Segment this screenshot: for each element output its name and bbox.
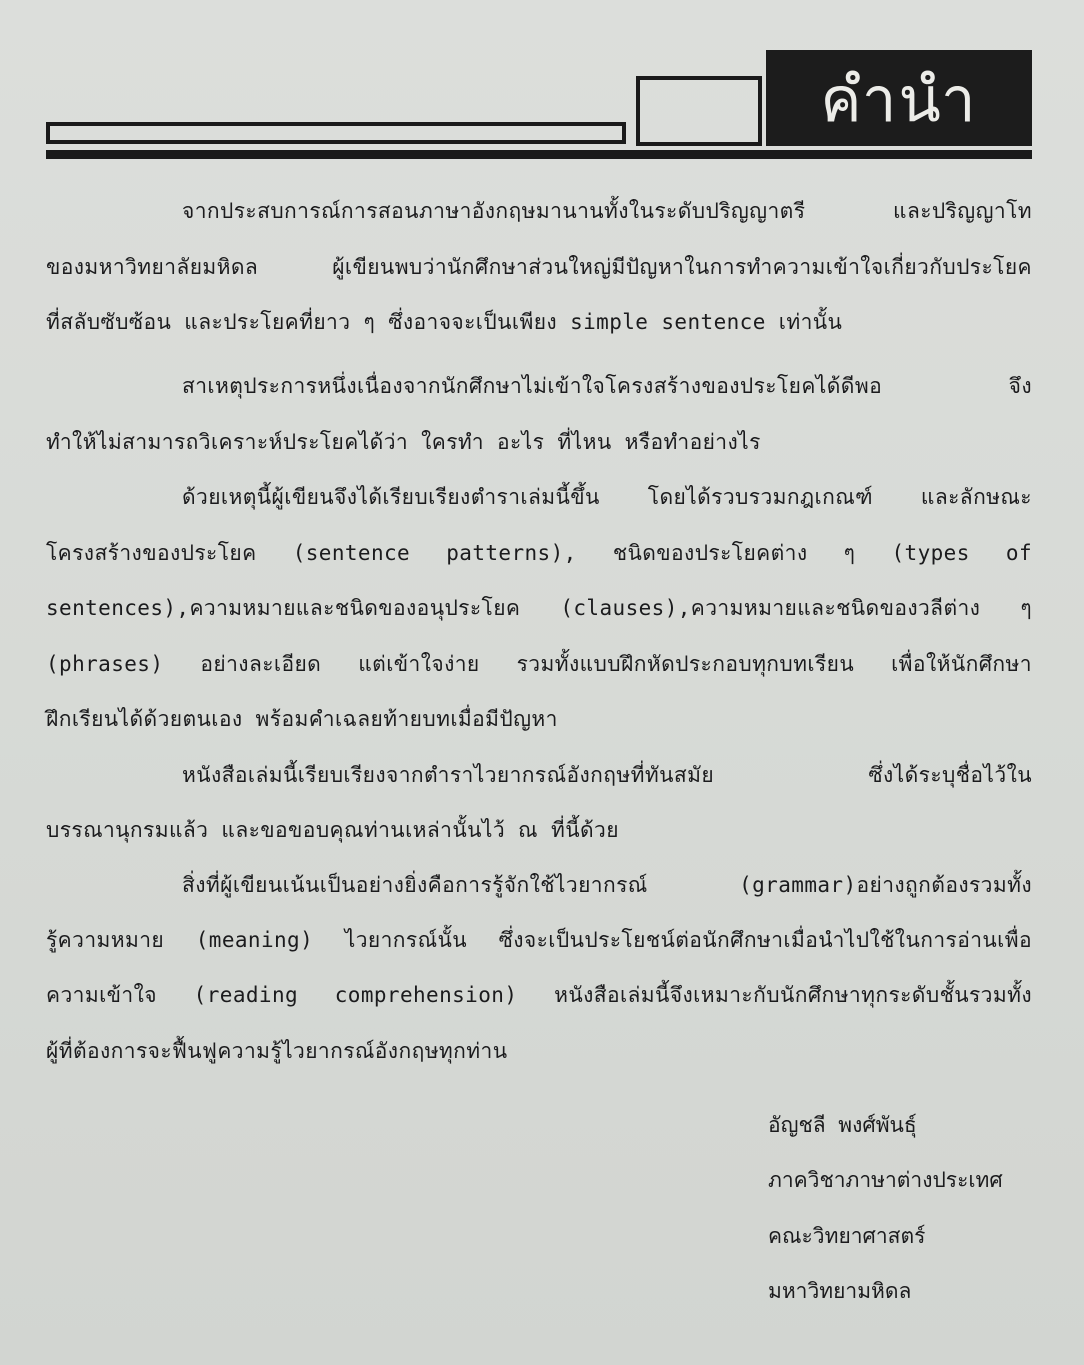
paragraph-1-line-2: ของมหาวิทยาลัยมหิดล ผู้เขียนพบว่านักศึกษาส่วนใหญ่มีปัญหาในการทำความเข้าใจเกี่ยวกับประโยค [46, 255, 1032, 279]
paragraph-3-line-2: โครงสร้างของประโยค (sentence patterns), ชนิดของประโยคต่าง ๆ (types of [46, 541, 1032, 565]
paragraph-5-line-3: ความเข้าใจ (reading comprehension) หนังสือเล่มนี้จึงเหมาะกับนักศึกษาทุกระดับชั้นรวมทั้ง [46, 983, 1032, 1007]
paragraph-1-line-1: จากประสบการณ์การสอนภาษาอังกฤษมานานทั้งในระดับปริญญาตรี และปริญญาโท [182, 199, 1032, 223]
paragraph-3-line-1: ด้วยเหตุนี้ผู้เขียนจึงได้เรียบเรียงตำราเล่มนี้ขึ้น โดยได้รวบรวมกฎเกณฑ์ และลักษณะ [182, 485, 1032, 509]
paragraph-2-line-2: ทำให้ไม่สามารถวิเคราะห์ประโยคได้ว่า ใครทำ อะไร ที่ไหน หรือทำอย่างไร [46, 430, 761, 454]
header-frame-long [46, 122, 626, 144]
paragraph-1-line-3: ที่สลับซับซ้อน และประโยคที่ยาว ๆ ซึ่งอาจจะเป็นเพียง simple sentence เท่านั้น [46, 310, 843, 334]
header-frame-small [636, 76, 762, 146]
paragraph-4-line-1: หนังสือเล่มนี้เรียบเรียงจากตำราไวยากรณ์อังกฤษที่ทันสมัย ซึ่งได้ระบุชื่อไว้ใน [182, 763, 1032, 787]
paragraph-2-line-1: สาเหตุประการหนึ่งเนื่องจากนักศึกษาไม่เข้าใจโครงสร้างของประโยคได้ดีพอ จึง [182, 374, 1032, 398]
page-title: คำนำ [820, 63, 978, 136]
paragraph-3-line-4: (phrases) อย่างละเอียด แต่เข้าใจง่าย รวมทั้งแบบฝึกหัดประกอบทุกบทเรียน เพื่อให้นักศึกษา [46, 652, 1032, 676]
author-faculty: คณะวิทยาศาสตร์ [768, 1224, 926, 1248]
author-university: มหาวิทยามหิดล [768, 1279, 912, 1303]
author-name: อัญชลี พงศ์พันธุ์ [768, 1113, 917, 1137]
header-rule [46, 150, 1032, 159]
author-department: ภาควิชาภาษาต่างประเทศ [768, 1168, 1003, 1192]
paragraph-5-line-1: สิ่งที่ผู้เขียนเน้นเป็นอย่างยิ่งคือการรู้จักใช้ไวยากรณ์ (grammar)อย่างถูกต้องรวมทั้ง [182, 873, 1032, 897]
paragraph-3-line-5: ฝึกเรียนได้ด้วยตนเอง พร้อมคำเฉลยท้ายบทเมื่อมีปัญหา [46, 707, 558, 731]
paragraph-3-line-3: sentences),ความหมายและชนิดของอนุประโยค (clauses),ความหมายและชนิดของวลีต่าง ๆ [46, 596, 1032, 620]
header-title-block [766, 50, 1032, 146]
paragraph-5-line-4: ผู้ที่ต้องการจะฟื้นฟูความรู้ไวยากรณ์อังกฤษทุกท่าน [46, 1039, 508, 1063]
paragraph-5-line-2: รู้ความหมาย (meaning) ไวยากรณ์นั้น ซึ่งจะเป็นประโยชน์ต่อนักศึกษาเมื่อนำไปใช้ในการอ่านเพื่อ [46, 928, 1032, 952]
paragraph-4-line-2: บรรณานุกรมแล้ว และขอขอบคุณท่านเหล่านั้นไว้ ณ ที่นี้ด้วย [46, 818, 619, 842]
